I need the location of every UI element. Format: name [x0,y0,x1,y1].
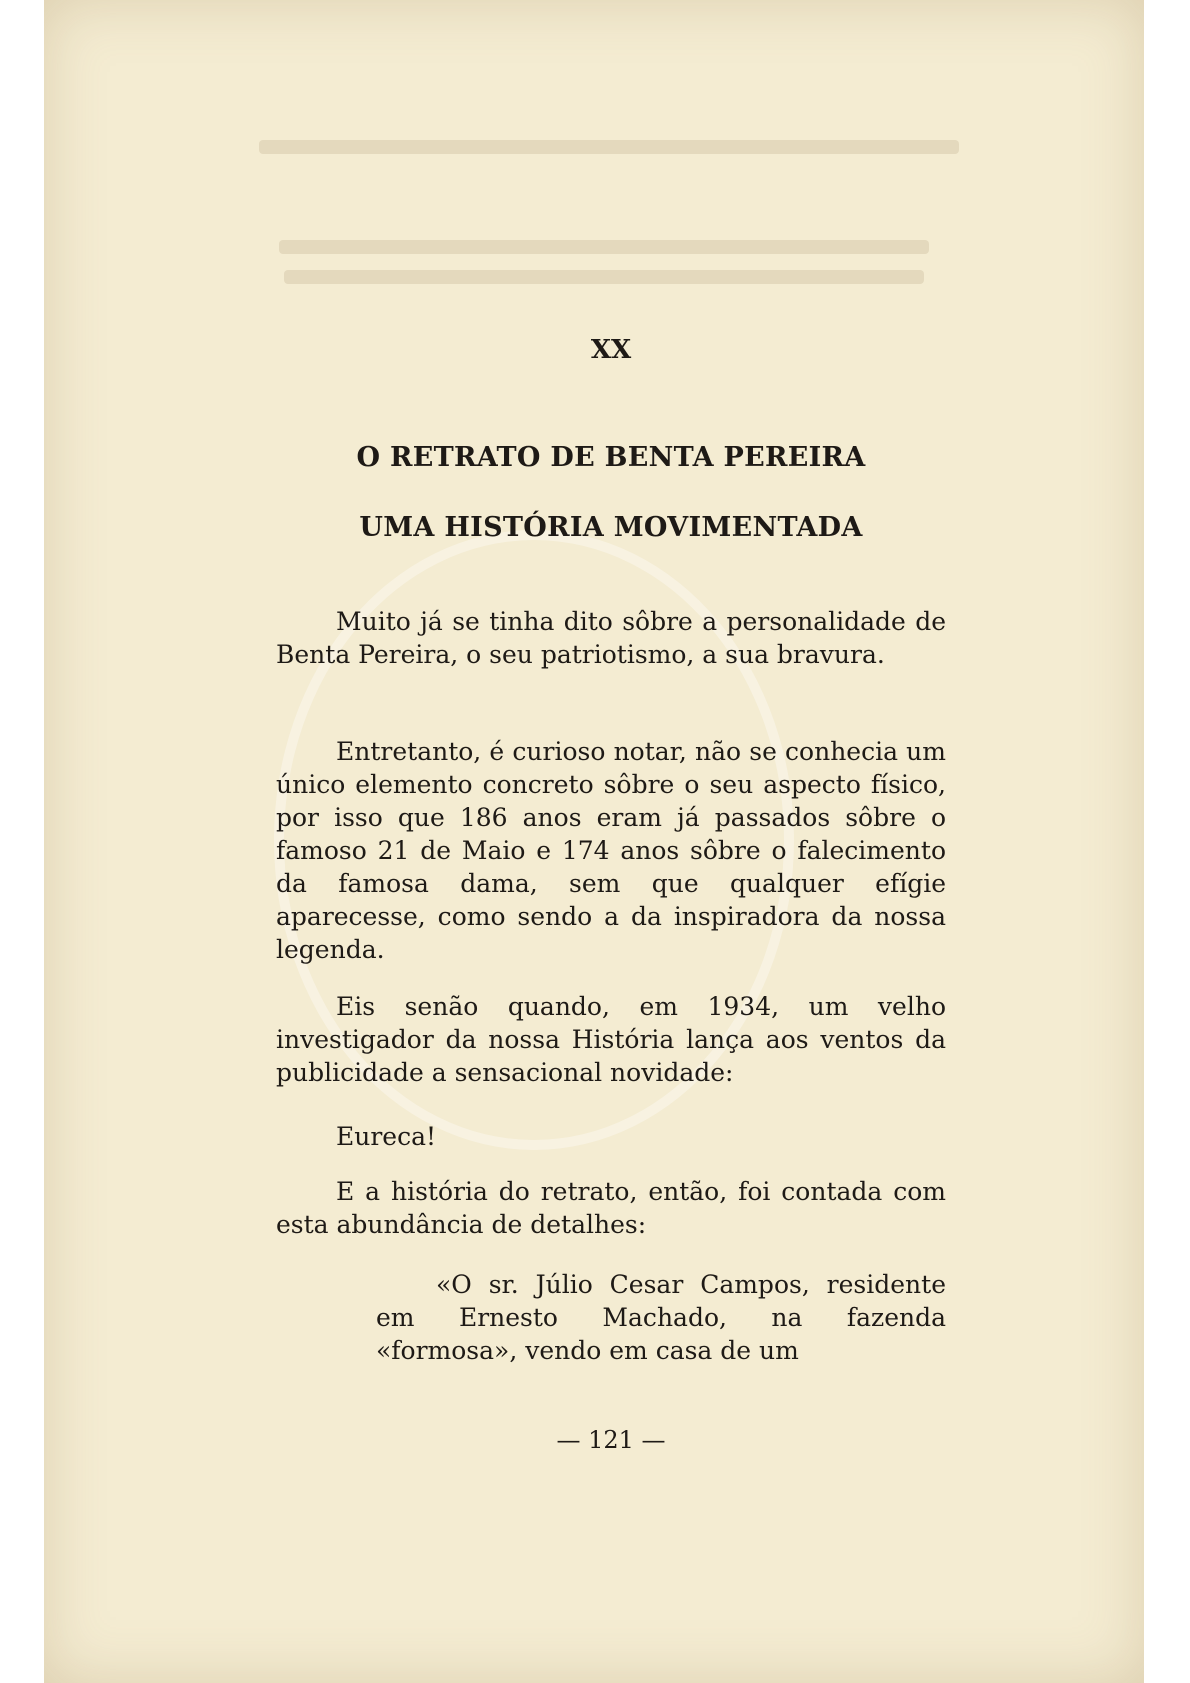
paragraph: Muito já se tinha dito sôbre a personalidade de Benta Pereira, o seu patriotismo, a sua bravura. [276,607,946,669]
paragraph: Eis senão quando, em 1934, um velho investigador da nossa História lança aos ventos da publicidade a sensacional novidade: [276,992,946,1087]
chapter-title: O RETRATO DE BENTA PEREIRA [356,442,866,473]
bleed-through-line [279,240,929,254]
block-quote: «O sr. Júlio Cesar Campos, residente em Ernesto Machado, na fazenda «formosa», vendo em casa de um [376,1270,946,1365]
chapter-number: XX [590,335,632,365]
paragraph: Eureca! [336,1122,437,1151]
book-page [44,0,1144,1683]
paragraph: Entretanto, é curioso notar, não se conhecia um único elemento concreto sôbre o seu aspecto físico, por isso que 186 anos eram já passados sôbre o famoso 21 de Maio e 174 anos sôbre o falecimento da famosa dama, sem que qualquer efígie aparecesse, como sendo a da inspiradora da nossa legenda. [276,737,946,964]
bleed-through-line [259,140,959,154]
chapter-subtitle: UMA HISTÓRIA MOVIMENTADA [359,512,863,543]
paragraph: E a história do retrato, então, foi contada com esta abundância de detalhes: [276,1177,946,1239]
bleed-through-line [284,270,924,284]
page-number: — 121 — [556,1426,666,1454]
